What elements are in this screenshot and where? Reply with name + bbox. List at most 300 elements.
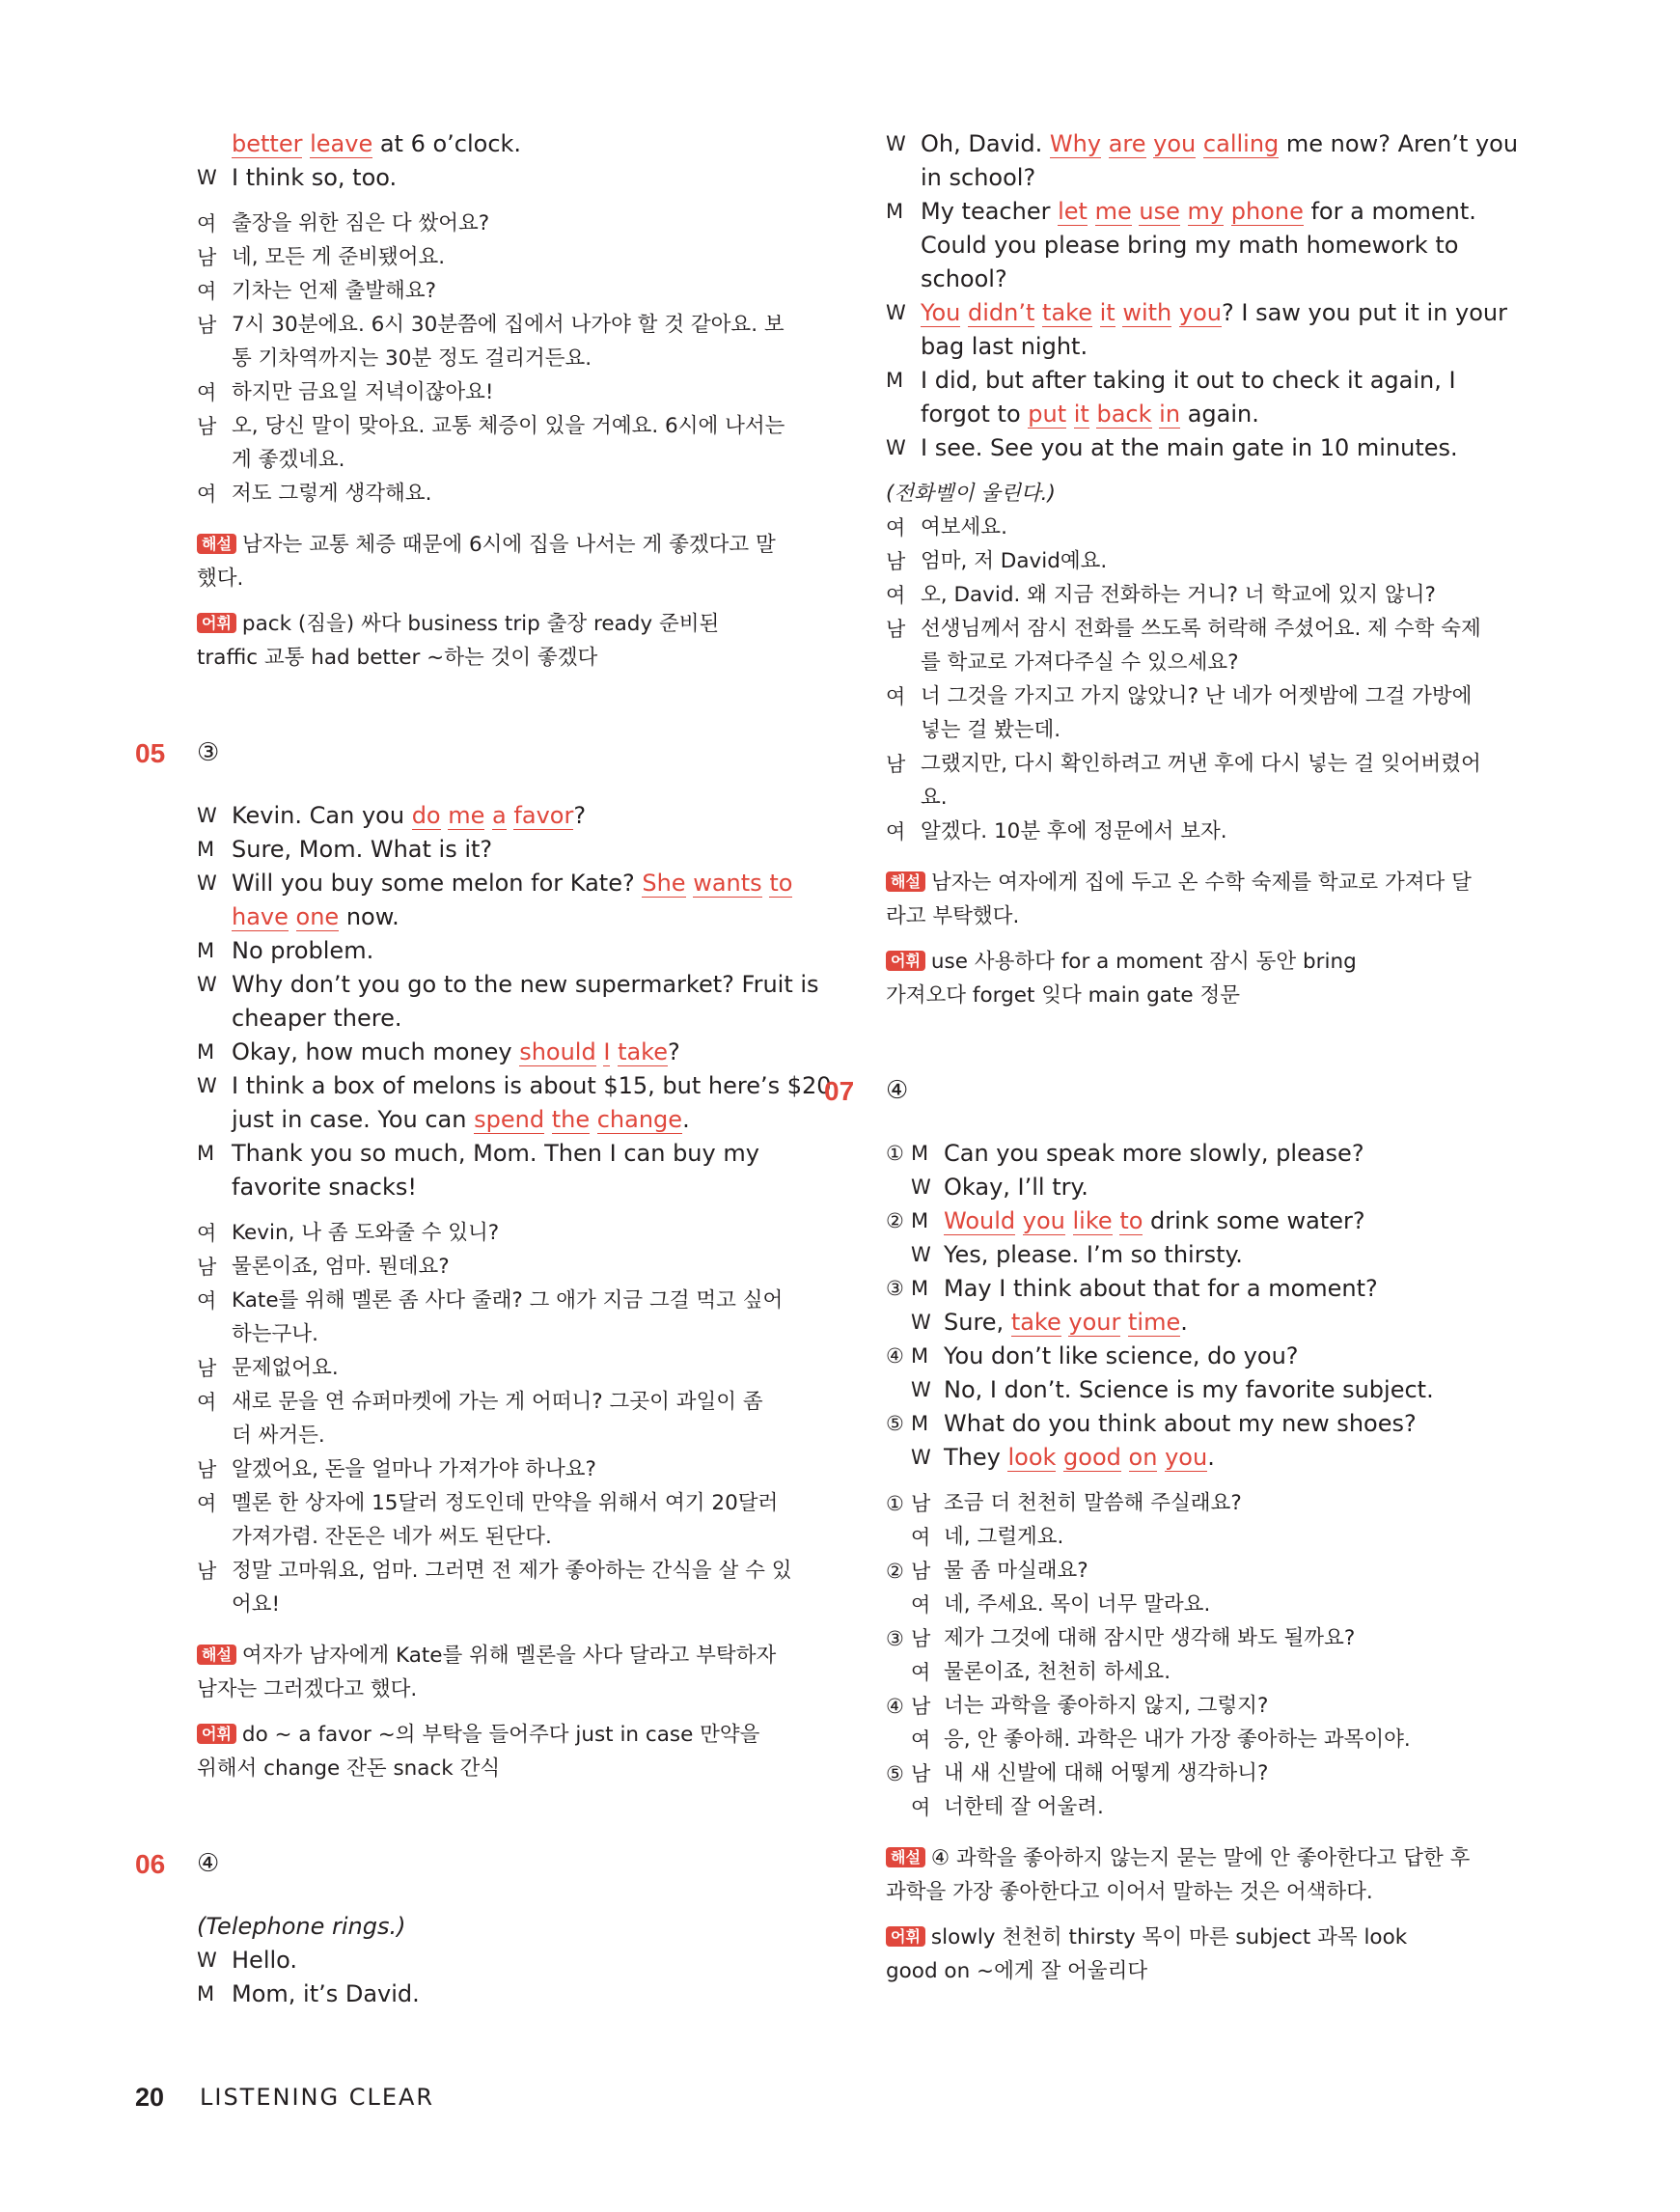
spacer	[197, 595, 776, 608]
speaker-label: 남	[197, 1357, 217, 1380]
speaker-label: M	[911, 1277, 929, 1300]
blank-answer: are	[1108, 130, 1146, 157]
speaker-label: 남	[197, 415, 217, 438]
spacer	[197, 195, 776, 207]
speaker-label: 남	[886, 550, 906, 573]
line-continuation: 하는구나.	[232, 1322, 318, 1346]
text-segment	[1066, 401, 1074, 428]
blank-answer: let	[1058, 198, 1088, 225]
spacer	[197, 787, 776, 799]
speaker-label: 여	[911, 1526, 931, 1549]
blank-answer: back	[1096, 401, 1152, 428]
speaker-label: 남	[197, 246, 217, 269]
line-text: 오, 당신 말이 맞아요. 교통 체증이 있을 거예요. 6시에 나서는	[232, 414, 785, 438]
dialogue-line	[197, 1487, 779, 1521]
speaker-label: W	[886, 301, 906, 324]
text-segment	[1120, 1309, 1128, 1336]
left-column	[135, 127, 832, 2011]
blank-answer: one	[295, 903, 340, 930]
blank-answer: You	[921, 299, 961, 326]
option-line	[886, 1238, 1465, 1272]
line-continuation	[886, 263, 1465, 296]
speaker-label: W	[911, 1243, 931, 1266]
option-number: ②	[886, 1209, 904, 1232]
line-text: 저도 그렇게 생각해요.	[232, 482, 432, 506]
line-text	[197, 127, 776, 161]
speaker-label: 여	[911, 1728, 931, 1752]
blank-answer: you	[1153, 130, 1197, 157]
speaker-label: 여	[197, 381, 217, 404]
line-text	[197, 867, 793, 900]
text-segment	[1157, 1444, 1165, 1471]
line-text: 하지만 금요일 저녁이잖아요!	[232, 380, 494, 404]
spacer	[886, 1124, 1465, 1137]
question-answer: ③	[197, 738, 220, 767]
speaker-label: 여	[197, 1222, 217, 1245]
spacer	[197, 512, 776, 529]
text-segment: Could you please bring my math homework to	[921, 232, 1459, 259]
line-continuation	[886, 398, 1465, 431]
text-segment	[1121, 1444, 1129, 1471]
speaker-label: M	[197, 838, 215, 861]
line-text: 너 그것을 가지고 가지 않았니? 난 네가 어젯밤에 그걸 가방에	[921, 684, 1473, 708]
note-line	[886, 1922, 1465, 1955]
text-segment: .	[682, 1106, 690, 1133]
explanation	[197, 529, 776, 595]
blank-answer: with	[1122, 299, 1172, 326]
speaker-label: W	[911, 1446, 931, 1469]
line-text: 너는 과학을 좋아하지 않지, 그렇지?	[944, 1694, 1269, 1718]
blank-answer: put	[1028, 401, 1067, 428]
note-badge: 해설	[886, 1847, 925, 1867]
option-number: ⑤	[886, 1412, 904, 1435]
line-text: 물론이죠, 천천히 하세요.	[944, 1660, 1171, 1684]
dialogue-line	[197, 1977, 776, 2011]
line-text: 물론이죠, 엄마. 뭔데요?	[232, 1255, 450, 1279]
dialogue-line	[886, 512, 1465, 545]
line-text: 멜론 한 상자에 15달러 정도인데 만약을 위해서 여기 20달러	[232, 1491, 779, 1515]
speaker-label: 여	[911, 1661, 931, 1684]
dialogue-line	[197, 1944, 776, 1977]
note-line	[197, 608, 776, 642]
line-continuation: 통 기차역까지는 30분 정도 걸리거든요.	[232, 346, 592, 371]
speaker-label: W	[197, 166, 217, 189]
line-continuation: 넣는 걸 봤는데.	[921, 718, 1061, 742]
note-text: pack (짐을) 싸다 business trip 출장 ready 준비된	[241, 612, 720, 636]
text-segment: Oh, David.	[921, 130, 1050, 157]
blank-answer: you	[1165, 1444, 1208, 1471]
blank-answer: time	[1128, 1309, 1181, 1336]
blank-answer: She	[642, 870, 686, 897]
dialogue-line	[197, 161, 776, 195]
blank-answer: on	[1128, 1444, 1158, 1471]
note-line: 남자는 그러겠다고 했다.	[197, 1676, 418, 1701]
blank-answer: use	[1139, 198, 1180, 225]
speaker-label: M	[911, 1209, 929, 1232]
blank-answer: your	[1068, 1309, 1121, 1336]
blank-answer: to	[769, 870, 793, 897]
blank-answer: change	[596, 1106, 683, 1133]
note-text: use 사용하다 for a moment 잠시 동안 bring	[930, 950, 1357, 974]
question-answer: ④	[197, 1849, 220, 1878]
note-badge: 어휘	[886, 951, 925, 971]
text-segment	[1034, 299, 1042, 326]
line-continuation	[197, 1002, 776, 1036]
text-segment: Okay, I’ll try.	[944, 1174, 1088, 1201]
line-text	[197, 1036, 776, 1069]
line-text: 네, 주세요. 목이 너무 말라요.	[944, 1592, 1211, 1617]
blank-answer: take	[1042, 299, 1092, 326]
text-segment	[610, 1038, 618, 1065]
text-segment: They	[944, 1444, 1008, 1471]
text-segment: now.	[339, 903, 399, 930]
text-segment: My teacher	[921, 198, 1059, 225]
speaker-label: 남	[197, 1560, 217, 1583]
spacer	[886, 933, 1465, 946]
speaker-label: M	[197, 1982, 215, 2005]
stage-direction: (전화벨이 울린다.)	[886, 482, 1056, 506]
line-text: 알겠다. 10분 후에 정문에서 보자.	[921, 819, 1227, 843]
line-text: 새로 문을 연 슈퍼마켓에 가는 게 어떠니? 그곳이 과일이 좀	[232, 1390, 763, 1414]
line-continuation	[197, 900, 776, 934]
option-line	[886, 1272, 1465, 1306]
blank-answer: have	[232, 903, 289, 930]
dialogue-line	[197, 833, 776, 867]
blank-answer: the	[551, 1106, 591, 1133]
text-segment	[1180, 198, 1188, 225]
dialogue-line	[197, 1285, 784, 1318]
text-segment: school?	[921, 265, 1007, 292]
line-text	[886, 1441, 1465, 1475]
option-line	[886, 1791, 1465, 1825]
spacer	[886, 1825, 1465, 1842]
speaker-label: 여	[886, 516, 906, 539]
line-text: 내 새 신발에 대해 어떻게 생각하니?	[944, 1761, 1269, 1785]
question-answer: ④	[886, 1076, 909, 1105]
dialogue-line	[886, 127, 1519, 161]
spacer	[197, 1622, 776, 1640]
text-segment: I think so, too.	[232, 164, 398, 191]
speaker-label: 여	[911, 1796, 931, 1819]
line-text	[197, 161, 776, 195]
text-segment: forgot to	[921, 401, 1029, 428]
text-segment: May I think about that for a moment?	[944, 1275, 1378, 1302]
spacer	[197, 1785, 776, 1845]
text-segment: at 6 o’clock.	[372, 130, 522, 157]
line-text	[197, 1069, 832, 1103]
blank-answer: you	[1178, 299, 1223, 326]
line-text	[197, 968, 819, 1002]
text-segment: Sure, Mom. What is it?	[232, 836, 493, 863]
line-text: 물 좀 마실래요?	[944, 1559, 1088, 1583]
text-segment: .	[1207, 1444, 1215, 1471]
text-segment: I did, but after taking it out to check it again, I	[921, 367, 1456, 394]
line-text	[886, 1171, 1465, 1204]
text-segment: Yes, please. I’m so thirsty.	[944, 1241, 1243, 1268]
line-text: 응, 안 좋아해. 과학은 내가 가장 좋아하는 과목이야.	[944, 1728, 1411, 1752]
line-text: 기차는 언제 출발해요?	[232, 279, 437, 303]
blank-answer: like	[1072, 1207, 1113, 1234]
speaker-label: 남	[911, 1627, 931, 1650]
vocabulary	[197, 1719, 776, 1785]
note-text: 남자는 교통 체증 때문에 6시에 집을 나서는 게 좋겠다고 말	[241, 533, 776, 557]
line-text: 정말 고마워요, 엄마. 그러면 전 제가 좋아하는 간식을 살 수 있	[232, 1559, 792, 1583]
vocabulary	[886, 1922, 1465, 1988]
question-number: 05	[135, 738, 166, 768]
note-badge: 어휘	[886, 1926, 925, 1947]
spacer	[197, 1897, 776, 1910]
text-segment	[590, 1106, 597, 1133]
blank-answer: a	[492, 802, 507, 829]
option-line	[886, 1441, 1465, 1475]
dialogue-line	[197, 867, 793, 900]
blank-answer: in	[1159, 401, 1181, 428]
option-line	[886, 1555, 1465, 1589]
dialogue-line	[197, 1251, 776, 1285]
dialogue-line	[886, 545, 1465, 579]
page-number: 20	[135, 2083, 165, 2112]
text-segment	[1056, 1444, 1063, 1471]
text-segment: I see. See you at the main gate in 10 minutes.	[921, 434, 1458, 461]
text-segment: in school?	[921, 164, 1036, 191]
note-line: traffic 교통 had better ~하는 것이 좋겠다	[197, 645, 598, 670]
text-segment: me now? Aren’t you	[1279, 130, 1519, 157]
note-badge: 해설	[197, 1645, 236, 1665]
line-text: 제가 그것에 대해 잠시만 생각해 봐도 될까요?	[944, 1626, 1356, 1650]
dialogue-line	[886, 816, 1465, 849]
speaker-label: W	[197, 973, 217, 996]
speaker-label: W	[886, 436, 906, 459]
text-segment	[1101, 130, 1109, 157]
text-segment	[1015, 1207, 1023, 1234]
note-line: 라고 부탁했다.	[886, 903, 1020, 928]
line-text	[197, 1977, 776, 2011]
dialogue-line	[197, 799, 776, 833]
blank-answer: take	[618, 1038, 668, 1065]
speaker-label: W	[911, 1378, 931, 1401]
blank-answer: Why	[1049, 130, 1102, 157]
speaker-label: 남	[197, 1458, 217, 1481]
question-header	[135, 1845, 776, 1897]
blank-answer: favor	[513, 802, 574, 829]
stage-direction: (Telephone rings.)	[197, 1913, 406, 1940]
text-segment: What do you think about my new shoes?	[944, 1410, 1417, 1437]
speaker-label: W	[197, 804, 217, 827]
note-text: 여자가 남자에게 Kate를 위해 멜론을 사다 달라고 부탁하자	[241, 1644, 777, 1668]
speaker-label: W	[911, 1311, 931, 1334]
option-line	[886, 1622, 1465, 1656]
speaker-label: 남	[911, 1762, 931, 1785]
speaker-label: W	[197, 871, 217, 895]
dialogue-line	[197, 968, 819, 1002]
note-text: ④ 과학을 좋아하지 않는지 묻는 말에 안 좋아한다고 답한 후	[930, 1846, 1471, 1870]
dialogue-line	[886, 579, 1465, 613]
line-text: 엄마, 저 David예요.	[921, 549, 1108, 573]
option-line	[886, 1204, 1465, 1238]
line-text	[886, 1238, 1465, 1272]
blank-answer: Would	[944, 1207, 1016, 1234]
line-text	[886, 195, 1476, 229]
blank-answer: should	[519, 1038, 596, 1065]
text-segment: just in case. You can	[232, 1106, 475, 1133]
option-line	[886, 1589, 1465, 1622]
speaker-label: M	[911, 1142, 929, 1165]
dialogue-line	[197, 127, 776, 161]
blank-answer: spend	[474, 1106, 545, 1133]
blank-answer: my	[1187, 198, 1225, 225]
explanation	[197, 1640, 776, 1706]
spacer	[886, 1909, 1465, 1922]
line-text	[197, 799, 776, 833]
text-segment: for a moment.	[1303, 198, 1476, 225]
line-continuation: 게 좋겠네요.	[232, 448, 345, 472]
speaker-label: M	[911, 1344, 929, 1368]
line-text: 조금 더 천천히 말씀해 주실래요?	[944, 1491, 1242, 1515]
option-line	[886, 1656, 1465, 1690]
line-text	[886, 1204, 1465, 1238]
text-segment: bag last night.	[921, 333, 1088, 360]
option-line	[886, 1306, 1465, 1340]
dialogue-line	[197, 1555, 792, 1589]
line-text: 출장을 위한 짐은 다 쌌어요?	[232, 211, 490, 235]
dialogue-line	[197, 376, 776, 410]
line-continuation	[886, 330, 1465, 364]
dialogue-line	[197, 1137, 776, 1171]
speaker-label: 남	[197, 1256, 217, 1279]
blank-answer: me	[448, 802, 485, 829]
dialogue-line	[197, 1386, 776, 1420]
note-badge: 어휘	[197, 1724, 236, 1744]
spacer	[886, 1475, 1465, 1487]
speaker-label: 여	[197, 280, 217, 303]
text-segment: Why don’t you go to the new supermarket? Fruit is	[232, 971, 819, 998]
line-text	[197, 833, 776, 867]
line-text: 그랬지만, 다시 확인하려고 꺼낸 후에 다시 넣는 걸 잊어버렸어	[921, 752, 1481, 776]
vocabulary	[197, 608, 776, 675]
dialogue-line	[197, 934, 776, 968]
text-segment: ? I saw you put it in your	[1222, 299, 1507, 326]
line-text: 너한테 잘 어울려.	[944, 1795, 1104, 1819]
speaker-label: M	[197, 1040, 215, 1064]
dialogue-line	[197, 207, 776, 241]
text-segment: I think a box of melons is about $15, but here’s $20	[232, 1072, 832, 1099]
line-text	[886, 1407, 1465, 1441]
line-text: 오, David. 왜 지금 전화하는 거니? 너 학교에 있지 않니?	[921, 583, 1436, 607]
option-line	[886, 1137, 1465, 1171]
speaker-label: 여	[886, 820, 906, 843]
speaker-label: 여	[197, 483, 217, 506]
spacer	[197, 1204, 776, 1217]
speaker-label: 남	[911, 1560, 931, 1583]
blank-answer: to	[1119, 1207, 1143, 1234]
dialogue-line	[886, 680, 1473, 714]
text-segment: drink some water?	[1143, 1207, 1365, 1234]
text-segment: Hello.	[232, 1947, 298, 1974]
option-number: ②	[886, 1560, 904, 1583]
dialogue-line	[197, 1036, 776, 1069]
dialogue-line	[197, 1217, 776, 1251]
note-line: 과학을 가장 좋아한다고 이어서 말하는 것은 어색하다.	[886, 1879, 1373, 1904]
line-text: 여보세요.	[921, 515, 1007, 539]
line-text	[886, 296, 1507, 330]
blank-answer: do	[411, 802, 441, 829]
blank-answer: good	[1063, 1444, 1121, 1471]
line-text	[886, 1137, 1465, 1171]
blank-answer: look	[1007, 1444, 1057, 1471]
speaker-label: M	[911, 1412, 929, 1435]
option-number: ⑤	[886, 1762, 904, 1785]
note-text: 남자는 여자에게 집에 두고 온 수학 숙제를 학교로 가져다 달	[930, 871, 1472, 895]
line-text: Kate를 위해 멜론 좀 사다 줄래? 그 애가 지금 그걸 먹고 싶어	[232, 1288, 784, 1313]
option-line	[886, 1407, 1465, 1441]
speaker-label: W	[197, 1949, 217, 1972]
question-number: 06	[135, 1849, 166, 1879]
speaker-label: 여	[197, 1492, 217, 1515]
line-continuation	[886, 161, 1465, 195]
text-segment: No problem.	[232, 937, 374, 964]
speaker-label: 여	[886, 685, 906, 708]
note-line: good on ~에게 잘 어울리다	[886, 1958, 1148, 1983]
note-line: 가져오다 forget 잊다 main gate 정문	[886, 982, 1241, 1008]
explanation	[886, 867, 1472, 933]
vocabulary	[886, 946, 1465, 1012]
line-continuation: 어요!	[232, 1592, 281, 1617]
dialogue-line	[886, 613, 1481, 647]
speaker-label: 남	[886, 618, 906, 641]
note-badge: 해설	[886, 871, 925, 892]
spacer	[197, 1706, 776, 1719]
speaker-label: M	[886, 369, 904, 392]
speaker-label: M	[886, 200, 904, 223]
dialogue-line	[886, 364, 1465, 398]
text-segment: again.	[1180, 401, 1259, 428]
speaker-label: 여	[197, 1289, 217, 1313]
blank-answer: me	[1094, 198, 1132, 225]
note-text: do ~ a favor ~의 부탁을 들어주다 just in case 만약을	[241, 1723, 760, 1747]
line-text	[886, 127, 1519, 161]
dialogue-line	[197, 1069, 832, 1103]
text-segment	[544, 1106, 552, 1133]
line-text: 선생님께서 잠시 전화를 쓰도록 허락해 주셨어요. 제 수학 숙제	[921, 617, 1481, 641]
speaker-label: M	[197, 939, 215, 962]
speaker-label: 남	[886, 753, 906, 776]
line-text	[886, 1306, 1465, 1340]
option-number: ①	[886, 1142, 904, 1165]
line-text	[886, 1373, 1465, 1407]
speaker-label: 남	[197, 314, 217, 337]
option-line	[886, 1487, 1465, 1521]
note-line: 위해서 change 잔돈 snack 간식	[197, 1756, 501, 1781]
blank-answer: take	[1010, 1309, 1061, 1336]
option-number: ①	[886, 1492, 904, 1515]
text-segment: Mom, it’s David.	[232, 1980, 420, 2007]
explanation	[886, 1842, 1471, 1909]
line-text: 7시 30분에요. 6시 30분쯤에 집에서 나가야 할 것 같아요. 보	[232, 313, 785, 337]
option-line	[886, 1757, 1465, 1791]
blank-answer: didn’t	[968, 299, 1035, 326]
note-line	[886, 946, 1465, 980]
text-segment: Thank you so much, Mom. Then I can buy my	[232, 1140, 759, 1167]
dialogue-line	[197, 241, 776, 275]
text-segment: cheaper there.	[232, 1005, 402, 1032]
blank-answer: calling	[1202, 130, 1280, 157]
line-continuation	[886, 229, 1465, 263]
line-text	[197, 1137, 776, 1171]
text-segment: favorite snacks!	[232, 1174, 418, 1201]
text-segment: Kevin. Can you	[232, 802, 412, 829]
speaker-label: W	[911, 1175, 931, 1199]
blank-answer: leave	[310, 130, 373, 157]
